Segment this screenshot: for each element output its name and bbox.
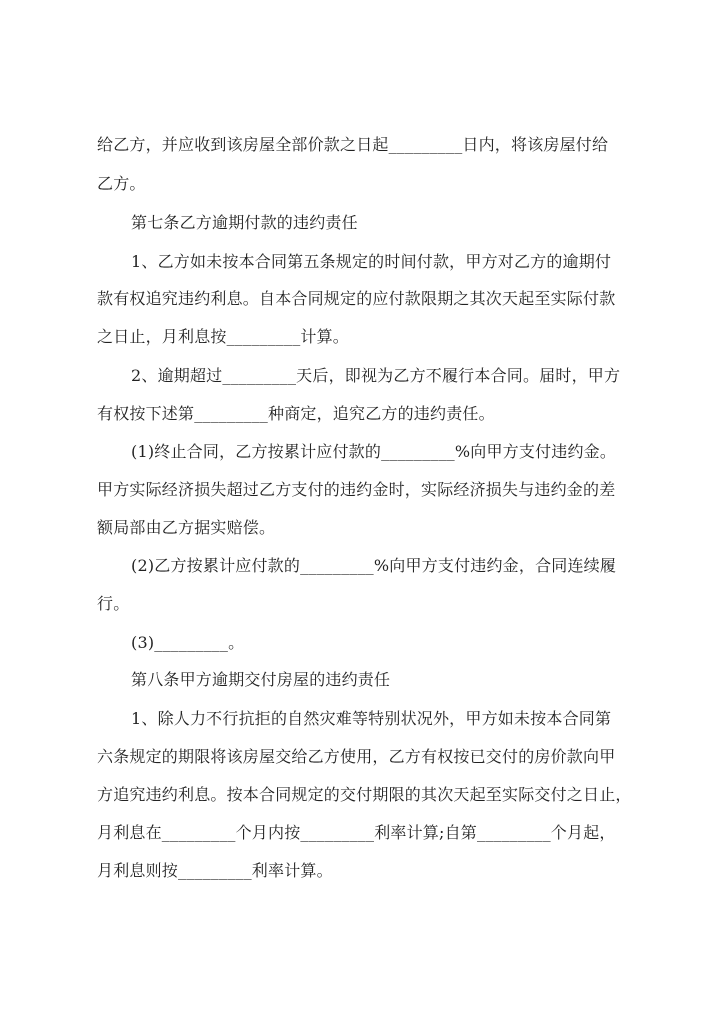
paragraph-line: 乙方。	[97, 174, 146, 193]
paragraph-line: (1)终止合同，乙方按累计应付款的_________%向甲方支付违约金。	[131, 442, 617, 461]
paragraph-line: 六条规定的期限将该房屋交给乙方使用，乙方有权按已交付的房价款向甲	[97, 747, 616, 766]
paragraph-line: 2、逾期超过_________天后，即视为乙方不履行本合同。届时，甲方	[131, 366, 621, 385]
section-heading: 第八条甲方逾期交付房屋的违约责任	[131, 670, 391, 689]
paragraph-line: 行。	[97, 594, 130, 613]
paragraph-line: 有权按下述第_________种商定，追究乙方的违约责任。	[97, 404, 495, 423]
paragraph-line: 1、乙方如未按本合同第五条规定的时间付款，甲方对乙方的逾期付	[131, 252, 612, 271]
paragraph-line: 给乙方，并应收到该房屋全部价款之日起_________日内，将该房屋付给	[97, 135, 609, 154]
paragraph-line: 额局部由乙方据实赔偿。	[97, 518, 276, 537]
paragraph-line: 款有权追究违约利息。自本合同规定的应付款限期之其次天起至实际付款	[97, 289, 616, 308]
paragraph-line: (3)_________。	[131, 633, 245, 652]
section-heading: 第七条乙方逾期付款的违约责任	[131, 213, 358, 232]
paragraph-line: 方追究违约利息。按本合同规定的交付期限的其次天起至实际交付之日止，	[97, 785, 632, 804]
paragraph-line: 1、除人力不行抗拒的自然灾难等特别状况外，甲方如未按本合同第	[131, 709, 612, 728]
paragraph-line: 月利息在_________个月内按_________利率计算;自第_________个月起，	[97, 823, 616, 842]
paragraph-line: 之日止，月利息按_________计算。	[97, 327, 350, 346]
paragraph-line: 月利息则按_________利率计算。	[97, 861, 333, 880]
paragraph-line: (2)乙方按累计应付款的_________%向甲方支付违约金，合同连续履	[131, 556, 617, 575]
paragraph-line: 甲方实际经济损失超过乙方支付的违约金时，实际经济损失与违约金的差	[97, 480, 616, 499]
